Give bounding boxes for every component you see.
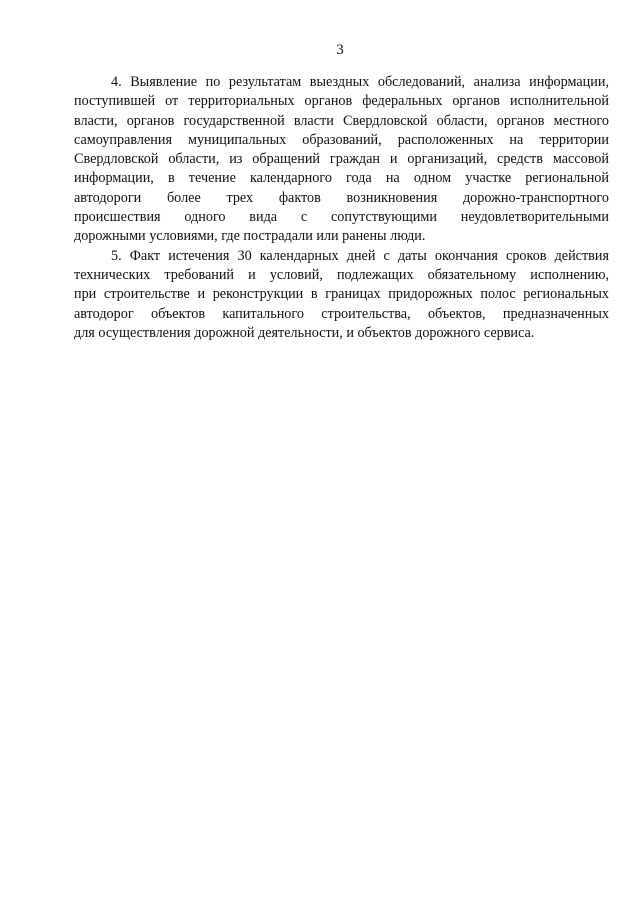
paragraph-4 <box>74 73 609 247</box>
paragraph-line: информации, в течение календарного года на одном участке региональной <box>74 170 609 187</box>
paragraph-line: автодороги более трех фактов возникновения дорожно-транспортного <box>74 189 609 206</box>
paragraph-line: происшествия одного вида с сопутствующими неудовлетворительными <box>74 209 609 226</box>
paragraph-line: 5. Факт истечения 30 календарных дней с даты окончания сроков действия <box>111 247 609 264</box>
paragraph-line: Свердловской области, из обращений граждан и организаций, средств массовой <box>74 151 609 168</box>
paragraph-5 <box>74 247 609 343</box>
paragraph-line: власти, органов государственной власти Свердловской области, органов местного <box>74 112 609 129</box>
paragraph-line: 4. Выявление по результатам выездных обследований, анализа информации, <box>111 74 609 90</box>
paragraph-line: поступившей от территориальных органов федеральных органов исполнительной <box>74 93 609 110</box>
paragraph-line: при строительстве и реконструкции в границах придорожных полос региональных <box>74 286 609 303</box>
paragraph-line: дорожными условиями, где пострадали или ранены люди. <box>74 228 426 245</box>
paragraph-line: автодорог объектов капитального строительства, объектов, предназначенных <box>74 305 609 322</box>
document-body <box>74 73 609 343</box>
page-number: 3 <box>336 42 344 58</box>
paragraph-line: самоуправления муниципальных образований, расположенных на территории <box>74 131 609 148</box>
paragraph-line: технических требований и условий, подлежащих обязательному исполнению, <box>74 266 609 283</box>
paragraph-line: для осуществления дорожной деятельности, и объектов дорожного сервиса. <box>74 324 535 341</box>
